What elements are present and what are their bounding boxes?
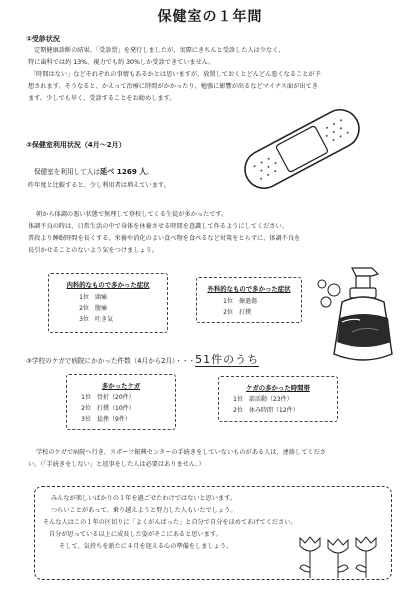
section-3-heading: ③学校のケガで病院にかかった件数（4月から2月）・・・51件のうち xyxy=(26,353,260,366)
list-item: 2位 打撲 xyxy=(223,309,252,316)
list-item: 3位 捻挫（9件） xyxy=(81,416,131,423)
s2-line-1: 朝から体調の悪い状態で無理して登校してくる生徒が多かったです。 xyxy=(36,211,228,218)
external-symptoms-title: 外科的なもので多かった症状 xyxy=(207,285,291,293)
s3-line-1: 学校のケガで病院へ行き、スポーツ振興センターの手続きをしていないものがある人は、連絡してくださ xyxy=(36,449,326,456)
frequent-injuries-title: 多かったケガ xyxy=(101,382,141,390)
closing-line-1: みんなが楽しいばかりの１年を過ごせたわけではないと思います。 xyxy=(51,495,237,502)
s1-line-3: 「時間はない」などそれぞれの事情もあるかとは思いますが、放置しておくとどんどん悪くなることが予 xyxy=(30,71,321,78)
closing-line-4: 自分が思っている以上に成長した姿がそこにあると思います。 xyxy=(49,531,222,538)
s1-line-5: ます。少しでも早く、受診することをお勧めします。 xyxy=(28,95,176,102)
s1-line-2: 特に歯科では約 13%、視力でも約 30%しか受診できていません。 xyxy=(28,59,215,66)
s2-line-2: 体調不良の時は、日常生活の中で身体を休養させる時間を意識して作るようにしてください。 xyxy=(28,223,288,230)
closing-line-5: そして、気持ちを新たに４月を迎える心の準備をしましょう。 xyxy=(59,543,233,550)
list-item: 3位 吐き気 xyxy=(79,316,114,323)
section-1-heading: ①受診状況 xyxy=(26,35,60,43)
s3-line-2: い。（「手続きをしない」と返事をした人は必要はありません。） xyxy=(28,461,205,468)
closing-line-2: つらいことがあって、乗り越えようと努力した人もいたでしょう。 xyxy=(51,507,237,514)
internal-symptoms-box xyxy=(48,273,168,333)
external-symptoms-box xyxy=(196,277,302,323)
list-item: 1位 骨折（20件） xyxy=(81,394,135,401)
section-2-heading: ②保健室利用状況（4月～2月） xyxy=(26,141,126,149)
s1-line-4: 想されます。そうなると、かえって治療に時間がかかったり、勉強に影響が出るなどマイナス面が出てき xyxy=(28,83,318,90)
list-item: 1位 部活動（23件） xyxy=(233,396,293,403)
injury-time-box xyxy=(218,376,338,422)
s1-line-1: 定期健康診断の結果、「受診票」を発行しましたが、実際にきちんと受診した人は少なく、 xyxy=(34,47,285,54)
list-item: 1位 擦過傷 xyxy=(223,298,258,305)
injury-count: 51件のうち xyxy=(195,353,260,366)
s2-line-3: 普段より睡眠時間を長くする、栄養や消化のよい食べ物を食べるなど対策をとらずに、体調不良を xyxy=(28,235,301,242)
list-item: 2位 打撲（10件） xyxy=(81,405,135,412)
list-item: 2位 腹痛 xyxy=(79,305,108,312)
usage-compare: 昨年度と比較すると、少し利用者は増えています。 xyxy=(28,182,170,189)
frequent-injuries-box xyxy=(66,374,176,430)
usage-count-line: 保健室を利用して人は延べ 1269 人。 xyxy=(34,167,154,176)
internal-symptoms-title: 内科的なもので多かった症状 xyxy=(66,281,150,289)
bandage-illustration xyxy=(236,104,368,194)
list-item: 1位 頭痛 xyxy=(79,294,108,301)
closing-line-3: そんな人はこの１年の区切りに「よくがんばった」と自分で自分をほめてあげてください。 xyxy=(43,519,297,526)
disinfectant-bottle-illustration xyxy=(312,262,398,368)
tulips-illustration xyxy=(292,534,384,580)
injury-time-title: ケガの多かった時間帯 xyxy=(246,384,310,392)
page-title: 保健室の１年間 xyxy=(157,9,263,25)
s2-line-4: 長引かせることのないよう気をつけましょう。 xyxy=(28,247,158,254)
list-item: 2位 休み時間（12件） xyxy=(233,407,299,414)
